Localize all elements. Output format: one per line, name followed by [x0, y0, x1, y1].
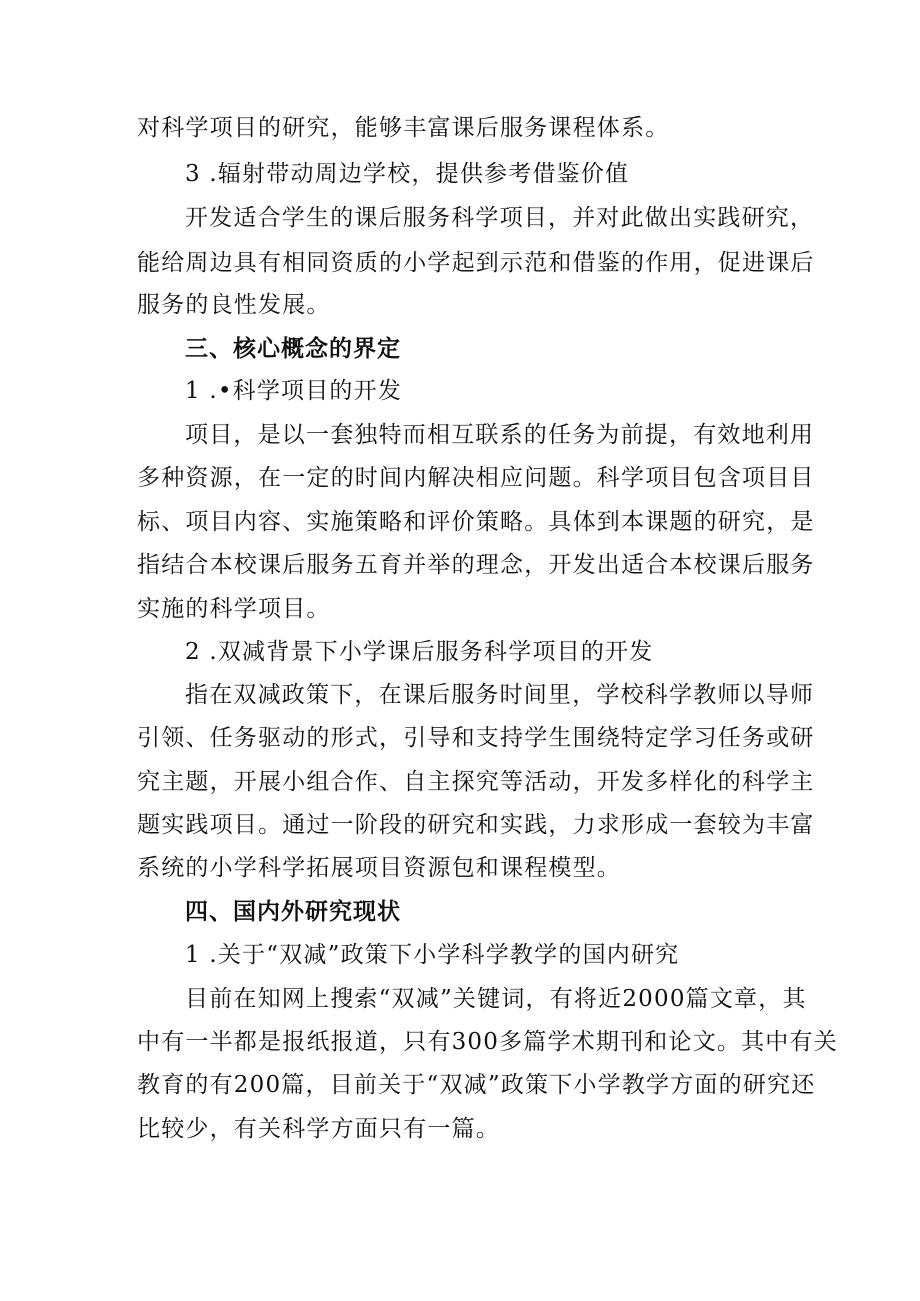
body-text-line: 实施的科学项目。 — [137, 596, 331, 622]
body-text-line: 指结合本校课后服务五育并举的理念，开发出适合本校课后服务 — [137, 552, 815, 578]
body-text-line: 多种资源，在一定的时间内解决相应问题。科学项目包含项目目 — [137, 465, 815, 491]
subheading: 1 .•科学项目的开发 — [185, 378, 403, 404]
body-text-line: 引领、任务驱动的形式，引导和支持学生围绕特定学习任务或研 — [137, 725, 815, 751]
body-text-line: 中有一半都是报纸报道，只有300多篇学术期刊和论文。其中有关 — [137, 1029, 838, 1055]
subheading: 2 .双减背景下小学课后服务科学项目的开发 — [185, 639, 654, 665]
body-text-line: 指在双减政策下，在课后服务时间里，学校科学教师以导师 — [185, 682, 815, 708]
subheading: 3 .辐射带动周边学校，提供参考借鉴价值 — [185, 161, 630, 187]
body-text-line: 题实践项目。通过一阶段的研究和实践，力求形成一套较为丰富 — [137, 812, 815, 838]
body-text-line: 目前在知网上搜索“双减”关键词，有将近2000篇文章，其 — [185, 986, 807, 1012]
body-text-line: 对科学项目的研究，能够丰富课后服务课程体系。 — [137, 115, 670, 141]
body-text-line: 标、项目内容、实施策略和评价策略。具体到本课题的研究，是 — [137, 509, 815, 535]
body-text-line: 究主题，开展小组合作、自主探究等活动，开发多样化的科学主 — [137, 769, 815, 795]
body-text-line: 教育的有200篇，目前关于“双减”政策下小学教学方面的研究还 — [137, 1072, 816, 1098]
body-text-line: 能给周边具有相同资质的小学起到示范和借鉴的作用，促进课后 — [137, 250, 815, 276]
body-text-line: 开发适合学生的课后服务科学项目，并对此做出实践研究， — [185, 205, 815, 231]
subheading: 1 .关于“双减”政策下小学科学教学的国内研究 — [185, 942, 680, 968]
body-text-line: 比较少，有关科学方面只有一篇。 — [137, 1116, 500, 1142]
section-heading: 四、国内外研究现状 — [185, 899, 401, 925]
body-text-line: 服务的良性发展。 — [137, 292, 331, 318]
body-text-line: 项目，是以一套独特而相互联系的任务为前提，有效地利用 — [185, 422, 815, 448]
body-text-line: 系统的小学科学拓展项目资源包和课程模型。 — [137, 855, 621, 881]
section-heading: 三、核心概念的界定 — [185, 336, 401, 362]
